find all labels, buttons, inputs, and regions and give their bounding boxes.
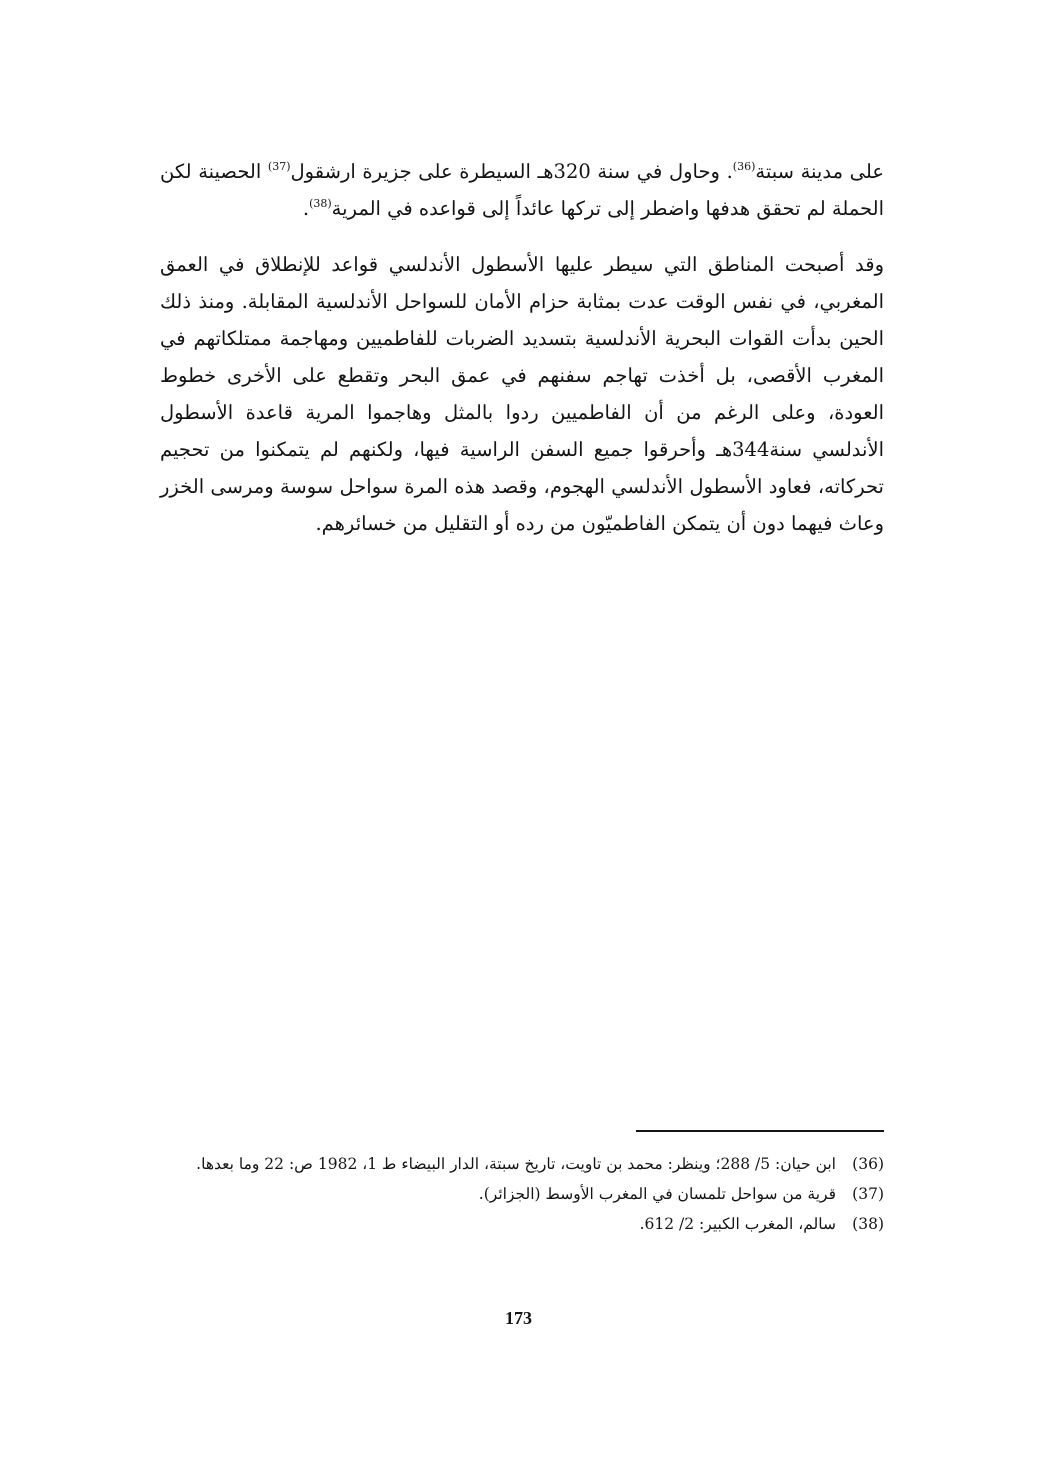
paragraph-1-text-4: .	[302, 197, 310, 220]
footnotes-list	[160, 1150, 884, 1240]
footnote-text: قرية من سواحل تلمسان في المغرب الأوسط (الجزائر).	[478, 1185, 836, 1203]
paragraph-1	[160, 153, 884, 227]
paragraph-1-text-3: الحصينة لكن الحملة لم تحقق هدفها واضطر إلى تركها عائداً إلى قواعده في المرية	[160, 160, 884, 220]
page-number: 173	[505, 1308, 532, 1328]
paragraph-1-text-1: على مدينة سبتة	[755, 160, 885, 183]
footnote-separator	[636, 1130, 884, 1132]
footnote-ref-38: (38)	[309, 197, 332, 210]
footnote-text: سالم، المغرب الكبير: 2/ 612.	[639, 1215, 836, 1233]
footnote-36	[160, 1150, 884, 1178]
footnote-37	[160, 1180, 884, 1208]
paragraph-2: وقد أصبحت المناطق التي سيطر عليها الأسطول الأندلسي قواعد للإنطلاق في العمق المغربي، في نفس الوقت عدت بمثابة حزام الأمان للسواحل الأندلسية المقابلة. ومنذ ذلك الحين بدأت القوات البحرية الأندلسية بتسديد الضربات للفاطميين ومهاجمة ممتلكاتهم في المغرب الأقصى، بل أخذت تهاجم سفنهم في عمق البحر وتقطع على الأخرى خطوط العودة، وعلى الرغم من أن الفاطميين ردوا بالمثل وهاجموا المرية قاعدة الأسطول الأندلسي سنة344هـ وأحرقوا جميع السفن الراسية فيها، ولكنهم لم يتمكنوا من تحجيم تحركاته، فعاود الأسطول الأندلسي الهجوم، وقصد هذه المرة سواحل سوسة ومرسى الخزر وعاث فيهما دون أن يتمكن الفاطميّون من رده أو التقليل من خسائرهم.	[160, 253, 884, 535]
footnote-38	[160, 1210, 884, 1238]
footnote-text: ابن حيان: 5/ 288؛ وينظر: محمد بن تاويت، تاريخ سبتة، الدار البيضاء ط 1، 1982 ص: 22 وما بعدها.	[196, 1155, 836, 1173]
paragraph-1-text-2: . وحاول في سنة 320هـ السيطرة على جزيرة ارشقول	[290, 160, 733, 183]
footnote-number: (36)	[852, 1155, 884, 1173]
footnote-ref-37: (37)	[267, 160, 291, 173]
footnote-number: (38)	[852, 1215, 884, 1233]
footnote-ref-36: (36)	[732, 160, 756, 173]
footnote-number: (37)	[852, 1185, 884, 1203]
